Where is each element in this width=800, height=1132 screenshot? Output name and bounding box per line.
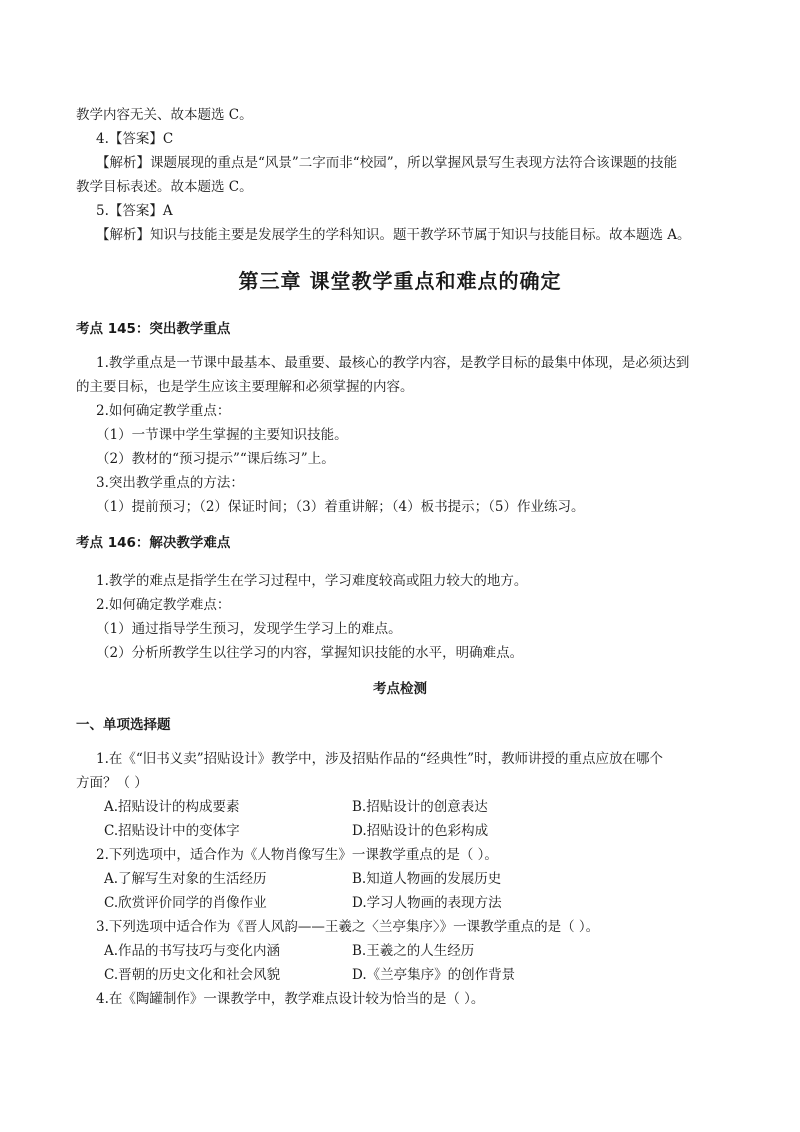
kp146-p2-item1: （1）通过指导学生预习，发现学生学习上的难点。 <box>96 621 402 637</box>
question-1-option-a: A.招贴设计的构成要素 <box>104 799 240 815</box>
answer-5: 5.【答案】A <box>96 203 173 219</box>
question-1-option-b: B.招贴设计的创意表达 <box>352 799 488 815</box>
chapter-title: 第三章 课堂教学重点和难点的确定 <box>238 269 562 293</box>
question-1-option-c: C.招贴设计中的变体字 <box>104 823 240 839</box>
kp146-p2-item2: （2）分析所教学生以往学习的内容，掌握知识技能的水平，明确难点。 <box>96 645 524 661</box>
answer-4: 4.【答案】C <box>96 131 174 147</box>
question-2-stem: 2.下列选项中，适合作为《人物肖像写生》一课教学重点的是（ ）。 <box>96 847 498 863</box>
question-3-option-c: C.晋朝的历史文化和社会风貌 <box>104 967 281 983</box>
single-choice-heading: 一、单项选择题 <box>76 717 171 733</box>
answer-continuation: 教学内容无关、故本题选 C。 <box>76 107 253 123</box>
question-4-stem: 4.在《陶罐制作》一课教学中，教学难点设计较为恰当的是（ ）。 <box>96 991 485 1007</box>
question-2-option-b: B.知道人物画的发展历史 <box>352 871 502 887</box>
question-1-stem-line2: 方面？（ ） <box>76 775 148 791</box>
kp146-p1: 1.教学的难点是指学生在学习过程中，学习难度较高或阻力较大的地方。 <box>96 573 528 589</box>
section-heading-145: 考点 145：突出教学重点 <box>76 321 231 337</box>
explanation-4-line1: 【解析】课题展现的重点是“风景”二字而非“校园”，所以掌握风景写生表现方法符合该课题的技能 <box>96 155 678 171</box>
question-2-option-d: D.学习人物画的表现方法 <box>352 895 502 911</box>
kp145-p1-line2: 的主要目标，也是学生应该主要理解和必须掌握的内容。 <box>76 379 414 395</box>
question-1-stem-line1: 1.在《“旧书义卖”招贴设计》教学中，涉及招贴作品的“经典性”时，教师讲授的重点应放在哪个 <box>96 751 663 767</box>
kp145-p3-methods: （1）提前预习；（2）保证时间；（3）着重讲解；（4）板书提示；（5）作业练习。 <box>96 499 585 515</box>
explanation-5: 【解析】知识与技能主要是发展学生的学科知识。题干教学环节属于知识与技能目标。故本题选 A。 <box>96 227 691 243</box>
question-3-option-b: B.王羲之的人生经历 <box>352 943 475 959</box>
kp145-p2-item1: （1）一节课中学生掌握的主要知识技能。 <box>96 427 348 443</box>
question-3-option-a: A.作品的书写技巧与变化内涵 <box>104 943 281 959</box>
question-3-option-d: D.《兰亭集序》的创作背景 <box>352 967 516 983</box>
kp146-p2: 2.如何确定教学难点： <box>96 597 231 613</box>
kp145-p3: 3.突出教学重点的方法： <box>96 475 244 491</box>
kp145-p1-line1: 1.教学重点是一节课中最基本、最重要、最核心的教学内容，是教学目标的最集中体现，是必须达到 <box>96 355 690 371</box>
test-heading: 考点检测 <box>373 681 427 697</box>
explanation-4-line2: 教学目标表述。故本题选 C。 <box>76 179 253 195</box>
section-heading-146: 考点 146：解决教学难点 <box>76 535 231 551</box>
question-3-stem: 3.下列选项中适合作为《晋人风韵——王羲之〈兰亭集序〉》一课教学重点的是（ ）。 <box>96 919 600 935</box>
question-2-option-a: A.了解写生对象的生活经历 <box>104 871 267 887</box>
kp145-p2-item2: （2）教材的“预习提示”“课后练习”上。 <box>96 451 335 467</box>
question-1-option-d: D.招贴设计的色彩构成 <box>352 823 489 839</box>
question-2-option-c: C.欣赏评价同学的肖像作业 <box>104 895 267 911</box>
kp145-p2: 2.如何确定教学重点： <box>96 403 231 419</box>
